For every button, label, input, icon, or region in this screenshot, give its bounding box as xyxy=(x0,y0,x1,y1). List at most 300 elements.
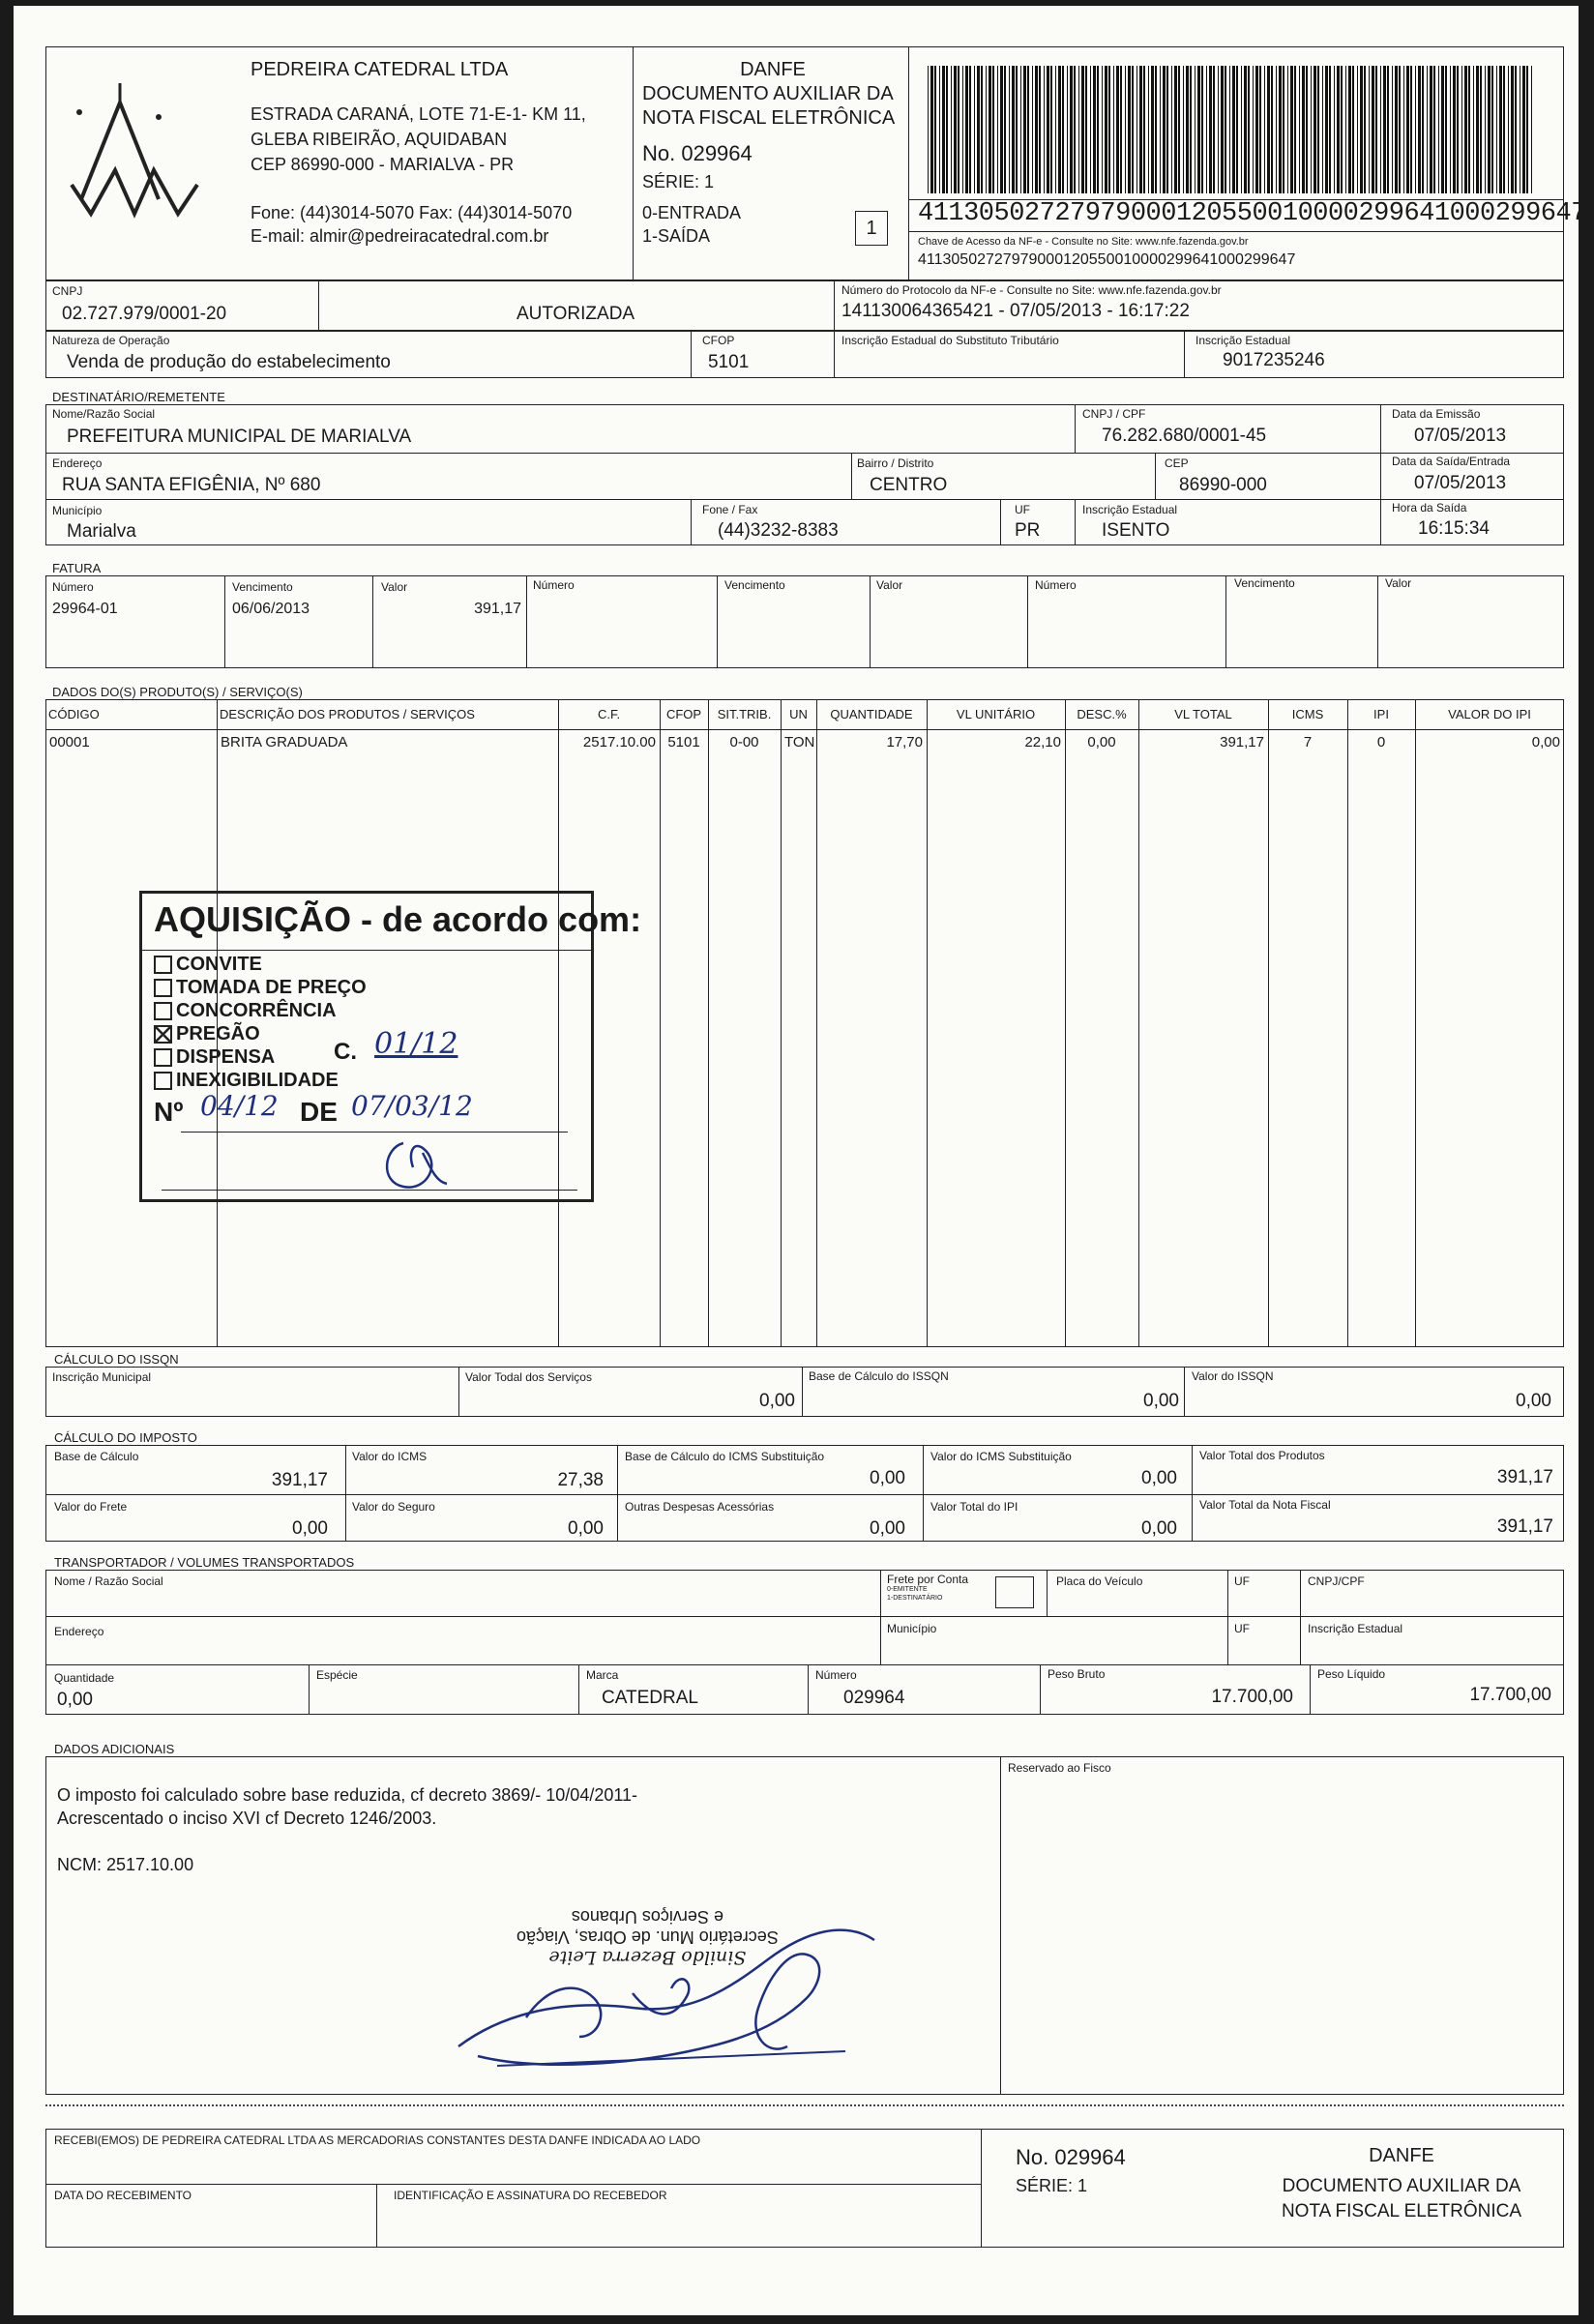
additional-line1: O imposto foi calculado sobre base reduzida, cf decreto 3869/- 10/04/2011- xyxy=(57,1785,638,1805)
barcode-bar xyxy=(946,66,948,193)
tax-icms-label: Valor do ICMS xyxy=(352,1450,428,1463)
signature-stamp-dept: e Serviços Urbanos xyxy=(571,1907,723,1927)
barcode-bar xyxy=(1206,66,1207,193)
tax-ipi-label: Valor Total do IPI xyxy=(930,1500,1018,1514)
stamp-no-handwritten: 04/12 xyxy=(200,1090,279,1122)
barcode-bar xyxy=(1229,66,1230,193)
barcode-bar xyxy=(1468,66,1470,193)
invoice-due-label-2: Vencimento xyxy=(724,578,785,592)
recipient-name-label: Nome/Razão Social xyxy=(52,407,156,421)
recipient-cep: 86990-000 xyxy=(1179,475,1267,495)
exit-time-label: Hora da Saída xyxy=(1392,501,1467,515)
product-column-divider xyxy=(1347,699,1348,1347)
barcode-bar xyxy=(1248,66,1250,193)
barcode-bar xyxy=(1491,66,1493,193)
product-column-divider xyxy=(1138,699,1139,1347)
tax-insurance: 0,00 xyxy=(568,1518,604,1539)
invoice-number-label: Número xyxy=(52,580,94,594)
danfe-subtitle-1: DOCUMENTO AUXILIAR DA xyxy=(642,83,894,104)
barcode-bar xyxy=(1488,66,1491,193)
danfe-exit: 1-SAÍDA xyxy=(642,226,711,246)
barcode-bar xyxy=(1241,66,1242,193)
tax-products-label: Valor Total dos Produtos xyxy=(1199,1449,1325,1462)
barcode-bar xyxy=(1380,66,1381,193)
barcode-bar xyxy=(1078,66,1079,193)
barcode-bar xyxy=(1329,66,1331,193)
stamp-option-inexigibilidade-label: INEXIGIBILIDADE xyxy=(176,1070,339,1091)
barcode-bar xyxy=(1067,66,1068,193)
barcode-bar xyxy=(1299,66,1300,193)
product-row-cell: 5101 xyxy=(667,734,700,750)
barcode-bar xyxy=(1430,66,1432,193)
barcode-bar xyxy=(1232,66,1235,193)
barcode-bar xyxy=(989,66,991,193)
barcode-bar xyxy=(962,66,963,193)
barcode-bar xyxy=(1264,66,1265,193)
emitter-address-2: GLEBA RIBEIRÃO, AQUIDABAN xyxy=(251,130,508,149)
tax-base-st: 0,00 xyxy=(870,1468,905,1488)
invoice-number-label-3: Número xyxy=(1035,578,1077,592)
barcode-bar xyxy=(1499,66,1502,193)
barcode-bar xyxy=(974,66,975,193)
receipt-danfe-sub2: NOTA FISCAL ELETRÔNICA xyxy=(1281,2201,1522,2221)
barcode-bar xyxy=(1290,66,1293,193)
product-row-cell: TON xyxy=(784,734,815,750)
barcode-bar xyxy=(986,66,987,193)
transport-uf-label: UF xyxy=(1234,1574,1250,1588)
product-header-cell: QUANTIDADE xyxy=(830,707,913,721)
issqn-base: 0,00 xyxy=(1143,1391,1179,1411)
barcode-bar xyxy=(1139,66,1142,193)
barcode-bar xyxy=(1410,66,1412,193)
barcode-bar xyxy=(1236,66,1238,193)
barcode-bar xyxy=(1221,66,1224,193)
barcode-bar xyxy=(1508,66,1509,193)
barcode-bar xyxy=(958,66,959,193)
barcode-bar xyxy=(1348,66,1351,193)
barcode-bar xyxy=(969,66,971,193)
product-header-cell: VL TOTAL xyxy=(1174,707,1232,721)
recipient-cnpj-label: CNPJ / CPF xyxy=(1082,407,1146,421)
barcode-bar xyxy=(1225,66,1226,193)
barcode-bar xyxy=(1337,66,1340,193)
barcode-bar xyxy=(1105,66,1107,193)
recipient-district-label: Bairro / Distrito xyxy=(857,456,934,470)
ie-subst-label: Inscrição Estadual do Substituto Tributário xyxy=(841,334,1059,347)
exit-date: 07/05/2013 xyxy=(1414,473,1507,493)
ie-value: 9017235246 xyxy=(1223,350,1325,370)
transport-ie-label: Inscrição Estadual xyxy=(1308,1622,1403,1635)
stamp-option-inexigibilidade xyxy=(154,1070,339,1092)
company-logo xyxy=(62,74,207,219)
product-header-cell: VALOR DO IPI xyxy=(1448,707,1531,721)
barcode-bar xyxy=(997,66,998,193)
invoice-value: 391,17 xyxy=(474,601,521,617)
acquisition-stamp xyxy=(139,891,642,1202)
stamp-option-dispensa xyxy=(154,1046,275,1069)
invoice-section-title: FATURA xyxy=(52,561,102,575)
barcode-bar xyxy=(1526,66,1528,193)
barcode-bar xyxy=(1453,66,1456,193)
barcode-bar xyxy=(1009,66,1010,193)
barcode-bar xyxy=(1148,66,1149,193)
transport-name-label: Nome / Razão Social xyxy=(54,1574,163,1588)
barcode-bar xyxy=(1004,66,1006,193)
barcode-bar xyxy=(1201,66,1203,193)
barcode-bar xyxy=(1357,66,1358,193)
barcode-bar xyxy=(1306,66,1308,193)
barcode-bar xyxy=(1039,66,1041,193)
tax-base-label: Base de Cálculo xyxy=(54,1450,139,1463)
barcode-bar xyxy=(1062,66,1064,193)
recipient-ie-label: Inscrição Estadual xyxy=(1082,503,1178,516)
barcode-bar xyxy=(1438,66,1439,193)
tax-base-st-label: Base de Cálculo do ICMS Substituição xyxy=(625,1450,825,1463)
invoice-number: 29964-01 xyxy=(52,601,118,617)
exit-time: 16:15:34 xyxy=(1418,518,1490,539)
transport-gross-label: Peso Bruto xyxy=(1048,1667,1106,1681)
barcode-bar xyxy=(1480,66,1482,193)
barcode-bar xyxy=(951,66,952,193)
barcode-bar xyxy=(928,66,929,193)
recipient-address-label: Endereço xyxy=(52,456,103,470)
barcode-bar xyxy=(1050,66,1052,193)
barcode-bar xyxy=(1279,66,1282,193)
status-authorized: AUTORIZADA xyxy=(517,304,635,324)
cnpj-value: 02.727.979/0001-20 xyxy=(62,304,227,324)
product-column-divider xyxy=(816,699,817,1347)
barcode-bar xyxy=(1485,66,1486,193)
barcode-bar xyxy=(1000,66,1003,193)
product-header-cell: ICMS xyxy=(1291,707,1324,721)
barcode-bar xyxy=(1511,66,1514,193)
checkbox-concorrencia xyxy=(154,1002,172,1020)
barcode-bar xyxy=(1406,66,1409,193)
barcode-bar xyxy=(1403,66,1404,193)
freight-mode-box xyxy=(995,1576,1034,1608)
tax-icms-st: 0,00 xyxy=(1141,1468,1177,1488)
barcode-bar xyxy=(1387,66,1389,193)
barcode-bar xyxy=(1093,66,1096,193)
emitter-email: E-mail: almir@pedreiracatedral.com.br xyxy=(251,226,549,246)
danfe-number: No. 029964 xyxy=(642,141,753,165)
invoice-value-label: Valor xyxy=(381,580,408,594)
recipient-uf: PR xyxy=(1015,520,1041,541)
recipient-section-title: DESTINATÁRIO/REMETENTE xyxy=(52,390,225,404)
invoice-value-label-2: Valor xyxy=(876,578,903,592)
danfe-subtitle-2: NOTA FISCAL ELETRÔNICA xyxy=(642,107,896,129)
transport-number: 029964 xyxy=(843,1688,905,1708)
nature-value: Venda de produção do estabelecimento xyxy=(67,352,391,372)
transport-number-label: Número xyxy=(815,1668,857,1682)
barcode-bar xyxy=(965,66,968,193)
invoice-number-label-2: Número xyxy=(533,578,575,592)
barcode-bar xyxy=(1128,66,1131,193)
barcode-bar xyxy=(1427,66,1428,193)
stamp-option-convite xyxy=(154,954,262,976)
barcode-bar xyxy=(1116,66,1119,193)
tax-ipi: 0,00 xyxy=(1141,1518,1177,1539)
tax-other: 0,00 xyxy=(870,1518,905,1539)
barcode-bar xyxy=(939,66,940,193)
invoice-due-label-3: Vencimento xyxy=(1234,576,1295,590)
stamp-initials-icon xyxy=(374,1133,461,1196)
product-header-cell: VL UNITÁRIO xyxy=(956,707,1036,721)
barcode-bar xyxy=(1422,66,1424,193)
receipt-text: RECEBI(EMOS) DE PEDREIRA CATEDRAL LTDA AS MERCADORIAS CONSTANTES DESTA DANFE INDICADA AO LADO xyxy=(54,2133,701,2147)
stamp-option-convite-label: CONVITE xyxy=(176,954,262,975)
barcode-bar xyxy=(1070,66,1073,193)
product-column-divider xyxy=(1415,699,1416,1347)
issqn-services: 0,00 xyxy=(759,1391,795,1411)
stamp-c-label: C. xyxy=(334,1039,357,1065)
barcode-bar xyxy=(1151,66,1154,193)
product-row-cell: 391,17 xyxy=(1220,734,1264,750)
recipient-phone: (44)3232-8383 xyxy=(718,520,839,541)
issqn-im-label: Inscrição Municipal xyxy=(52,1370,152,1384)
barcode-bar xyxy=(1160,66,1161,193)
stamp-option-pregao xyxy=(154,1023,260,1045)
receipt-series: SÉRIE: 1 xyxy=(1016,2176,1088,2195)
barcode-bar xyxy=(1132,66,1134,193)
barcode-bar xyxy=(1163,66,1166,193)
product-row-cell: 0,00 xyxy=(1531,734,1560,750)
stamp-date-handwritten: 07/03/12 xyxy=(351,1090,473,1122)
tax-icms: 27,38 xyxy=(557,1470,604,1490)
barcode-bar xyxy=(1464,66,1467,193)
danfe-title: DANFE xyxy=(740,59,806,80)
barcode-bar xyxy=(1457,66,1459,193)
recipient-cnpj: 76.282.680/0001-45 xyxy=(1102,426,1267,446)
receipt-danfe-title: DANFE xyxy=(1369,2145,1434,2166)
barcode-bar xyxy=(1213,66,1215,193)
barcode-bar xyxy=(1531,66,1532,193)
barcode-bar xyxy=(1174,66,1177,193)
issqn-base-label: Base de Cálculo do ISSQN xyxy=(809,1369,949,1383)
barcode-bar xyxy=(1345,66,1346,193)
barcode-bar xyxy=(1276,66,1277,193)
exit-date-label: Data da Saída/Entrada xyxy=(1392,455,1511,468)
barcode-bar xyxy=(1450,66,1451,193)
cut-line xyxy=(45,2104,1564,2106)
product-row-cell: 7 xyxy=(1303,734,1313,750)
emitter-address-3: CEP 86990-000 - MARIALVA - PR xyxy=(251,155,515,174)
barcode-bar xyxy=(1360,66,1363,193)
transport-address-label: Endereço xyxy=(54,1625,104,1638)
barcode-bar xyxy=(1322,66,1323,193)
barcode-bar xyxy=(1383,66,1386,193)
barcode-bar xyxy=(1209,66,1212,193)
recipient-uf-label: UF xyxy=(1015,503,1030,516)
barcode-bar xyxy=(1097,66,1099,193)
barcode-bar xyxy=(1171,66,1172,193)
barcode-bar xyxy=(942,66,945,193)
protocol-label: Número do Protocolo da NF-e - Consulte no Site: www.nfe.fazenda.gov.br xyxy=(841,283,1222,297)
access-key-value: 41130502727979000120550010000299641000299647 xyxy=(918,251,1296,268)
recipient-name: PREFEITURA MUNICIPAL DE MARIALVA xyxy=(67,427,412,447)
product-row-cell: 17,70 xyxy=(886,734,923,750)
cnpj-label: CNPJ xyxy=(52,284,83,298)
barcode-bar xyxy=(1314,66,1316,193)
danfe-type-box: 1 xyxy=(855,211,888,246)
barcode-bar xyxy=(1461,66,1462,193)
access-key-label: Chave de Acesso da NF-e - Consulte no Site: www.nfe.fazenda.gov.br xyxy=(918,236,1249,248)
barcode-bar xyxy=(1143,66,1145,193)
transport-freight-opt0: 0-EMITENTE xyxy=(887,1586,928,1593)
barcode-bar xyxy=(1445,66,1447,193)
barcode-bar xyxy=(1522,66,1525,193)
products-section-title: DADOS DO(S) PRODUTO(S) / SERVIÇO(S) xyxy=(52,685,303,699)
checkbox-tomada xyxy=(154,979,172,997)
product-row-cell: 2517.10.00 xyxy=(582,734,656,750)
barcode-bar xyxy=(1074,66,1076,193)
tax-total: 391,17 xyxy=(1496,1516,1553,1537)
transport-section-title: TRANSPORTADOR / VOLUMES TRANSPORTADOS xyxy=(54,1555,355,1570)
danfe-series: SÉRIE: 1 xyxy=(642,172,715,191)
product-header-cell: DESCRIÇÃO DOS PRODUTOS / SERVIÇOS xyxy=(220,707,475,721)
product-row-cell: 0 xyxy=(1376,734,1386,750)
barcode-bar xyxy=(1085,66,1087,193)
barcode-bar xyxy=(1244,66,1247,193)
barcode-bar xyxy=(1125,66,1126,193)
barcode-bar xyxy=(1190,66,1192,193)
tax-total-label: Valor Total da Nota Fiscal xyxy=(1199,1498,1331,1512)
stamp-c-handwritten: 01/12 xyxy=(374,1027,458,1061)
barcode-bar xyxy=(1178,66,1180,193)
cfop-value: 5101 xyxy=(708,352,750,372)
transport-net: 17.700,00 xyxy=(1469,1685,1551,1705)
cfop-label: CFOP xyxy=(702,334,735,347)
barcode-bar xyxy=(1155,66,1157,193)
tax-section-title: CÁLCULO DO IMPOSTO xyxy=(54,1430,197,1445)
signature-stamp-role: Secretário Mun. de Obras, Viação xyxy=(517,1927,779,1947)
stamp-option-tomada-label: TOMADA DE PREÇO xyxy=(176,977,367,998)
danfe-entry: 0-ENTRADA xyxy=(642,203,742,222)
barcode-bar xyxy=(954,66,957,193)
product-column-divider xyxy=(1065,699,1066,1347)
transport-gross: 17.700,00 xyxy=(1211,1687,1293,1707)
transport-net-label: Peso Líquido xyxy=(1317,1667,1386,1681)
product-row-cell: BRITA GRADUADA xyxy=(221,734,348,750)
barcode-bar xyxy=(930,66,933,193)
additional-line2: Acrescentado o inciso XVI cf Decreto 1246/2003. xyxy=(57,1809,437,1828)
barcode-bar xyxy=(1287,66,1288,193)
barcode-bar xyxy=(1058,66,1061,193)
barcode-bar xyxy=(1183,66,1184,193)
product-row-cell: 00001 xyxy=(49,734,90,750)
emitter-phone: Fone: (44)3014-5070 Fax: (44)3014-5070 xyxy=(251,203,573,222)
transport-cnpj-label: CNPJ/CPF xyxy=(1308,1574,1365,1588)
stamp-option-concorrencia-label: CONCORRÊNCIA xyxy=(176,1000,337,1021)
barcode-bar xyxy=(1120,66,1122,193)
product-header-cell: SIT.TRIB. xyxy=(717,707,772,721)
checkbox-dispensa xyxy=(154,1048,172,1067)
product-column-divider xyxy=(660,699,661,1347)
barcode-bar xyxy=(1035,66,1038,193)
tax-icms-st-label: Valor do ICMS Substituição xyxy=(930,1450,1072,1463)
barcode-bar xyxy=(1016,66,1018,193)
barcode-bar xyxy=(1044,66,1045,193)
handwritten-signature-icon xyxy=(439,1901,903,2085)
product-header-cell: UN xyxy=(789,707,808,721)
access-key-big: 41130502727979000120550010000299641000299647 xyxy=(918,199,1586,228)
barcode-bar xyxy=(1352,66,1354,193)
checkbox-convite xyxy=(154,956,172,974)
product-header-cell: CFOP xyxy=(665,707,702,721)
stamp-de-label: DE xyxy=(300,1097,338,1127)
barcode-bar xyxy=(1255,66,1258,193)
transport-uf2-label: UF xyxy=(1234,1622,1250,1635)
checkbox-pregao-checked-icon xyxy=(154,1025,172,1044)
invoice-due: 06/06/2013 xyxy=(232,601,310,617)
product-row-cell: 22,10 xyxy=(1024,734,1061,750)
tax-base: 391,17 xyxy=(271,1470,328,1490)
barcode-bar xyxy=(1259,66,1261,193)
recipient-phone-label: Fone / Fax xyxy=(702,503,758,516)
transport-plate-label: Placa do Veículo xyxy=(1056,1574,1143,1588)
barcode-bar xyxy=(1197,66,1200,193)
transport-qty: 0,00 xyxy=(57,1690,93,1710)
tax-freight: 0,00 xyxy=(292,1518,328,1539)
recipient-ie: ISENTO xyxy=(1102,520,1170,541)
emission-date-label: Data da Emissão xyxy=(1392,407,1481,421)
transport-brand-label: Marca xyxy=(586,1668,619,1682)
signature-stamp-name: Sinildo Bezerra Leite xyxy=(548,1947,747,1968)
barcode-bar xyxy=(1496,66,1497,193)
emitter-address-1: ESTRADA CARANÁ, LOTE 71-E-1- KM 11, xyxy=(251,104,586,124)
transport-qty-label: Quantidade xyxy=(54,1671,115,1685)
product-column-divider xyxy=(927,699,928,1347)
barcode-bar xyxy=(1294,66,1296,193)
protocol-value: 141130064365421 - 07/05/2013 - 16:17:22 xyxy=(841,301,1190,321)
stamp-option-concorrencia xyxy=(154,1000,337,1022)
barcode-bar xyxy=(1375,66,1377,193)
barcode-bar xyxy=(1392,66,1393,193)
barcode-bar xyxy=(934,66,936,193)
recipient-city-label: Município xyxy=(52,504,103,517)
barcode-bar xyxy=(1341,66,1343,193)
barcode-bar xyxy=(1113,66,1114,193)
issqn-section-title: CÁLCULO DO ISSQN xyxy=(54,1352,179,1367)
receipt-danfe-sub1: DOCUMENTO AUXILIAR DA xyxy=(1282,2176,1521,2196)
barcode-bar xyxy=(1253,66,1254,193)
additional-section-title: DADOS ADICIONAIS xyxy=(54,1742,175,1756)
product-row-cell: 0,00 xyxy=(1087,734,1116,750)
barcode-bar xyxy=(1395,66,1398,193)
barcode-bar xyxy=(1302,66,1305,193)
transport-freight-label: Frete por Conta xyxy=(887,1573,969,1586)
barcode-bar xyxy=(1372,66,1374,193)
barcode-bar xyxy=(1012,66,1015,193)
barcode-bar xyxy=(1023,66,1026,193)
barcode-bar xyxy=(992,66,994,193)
issqn-value-label: Valor do ISSQN xyxy=(1192,1369,1274,1383)
product-column-divider xyxy=(217,699,218,1347)
product-header-cell: IPI xyxy=(1373,707,1389,721)
barcode-bar xyxy=(1311,66,1312,193)
barcode-bar xyxy=(1473,66,1474,193)
product-header-cell: DESC.% xyxy=(1077,707,1127,721)
invoice-value-label-3: Valor xyxy=(1385,576,1412,590)
recipient-address: RUA SANTA EFIGÊNIA, Nº 680 xyxy=(62,475,321,495)
barcode-bar xyxy=(1369,66,1370,193)
checkbox-inexigibilidade xyxy=(154,1072,172,1090)
recipient-district: CENTRO xyxy=(870,475,948,495)
barcode-bar xyxy=(1186,66,1189,193)
transport-freight-opt1: 1-DESTINATÁRIO xyxy=(887,1595,943,1602)
product-column-divider xyxy=(781,699,782,1347)
product-row-cell: 0-00 xyxy=(729,734,759,750)
